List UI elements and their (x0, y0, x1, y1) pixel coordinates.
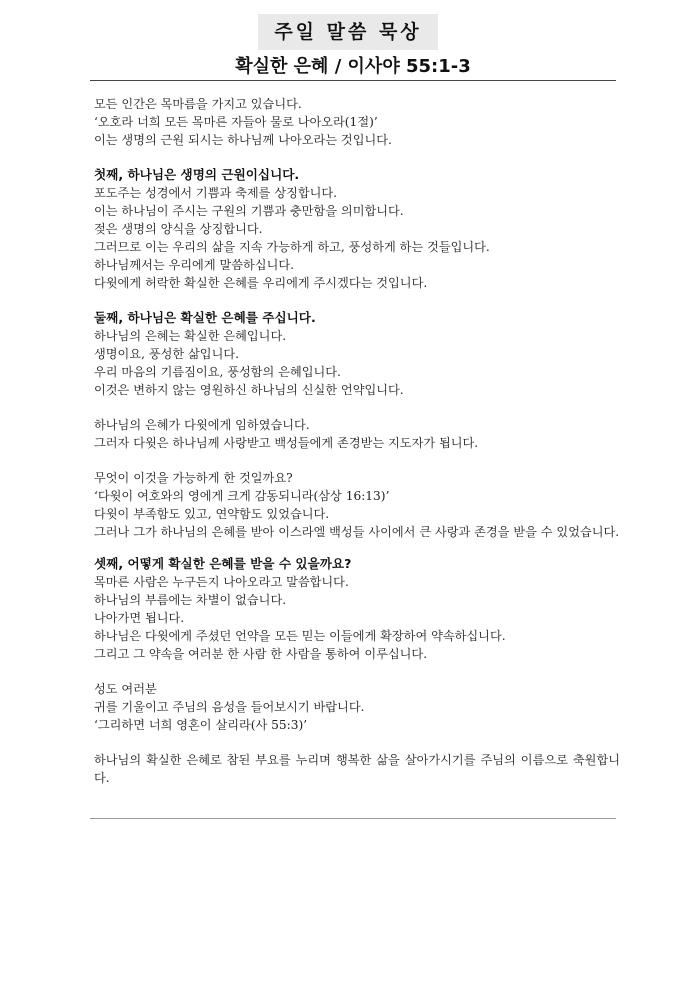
section-heading: 셋째, 어떻게 확실한 은혜를 받을 수 있을까요? (94, 556, 352, 571)
body-line: 젖은 생명의 양식을 상징합니다. (94, 222, 263, 236)
body-line: 그러나 그가 하나님의 은혜를 받아 이스라엘 백성들 사이에서 큰 사랑과 존경을 받을 수 있었습니다. (94, 525, 620, 539)
body-line: 무엇이 이것을 가능하게 한 것일까요? (94, 471, 293, 485)
body-line: 나아가면 됩니다. (94, 611, 185, 625)
body-line: 다윗에게 허락한 확실한 은혜를 우리에게 주시겠다는 것입니다. (94, 276, 428, 290)
body-line: 이는 하나님이 주시는 구원의 기쁨과 충만함을 의미합니다. (94, 204, 404, 218)
body-line: 성도 여러분 (94, 682, 157, 696)
page-title: 주일 말씀 묵상 (258, 14, 438, 50)
body-line: 하나님은 다윗에게 주셨던 언약을 모든 믿는 이들에게 확장하여 약속하십니다. (94, 629, 506, 643)
intro-line: ‘오호라 너희 모든 목마른 자들아 물로 나아오라(1절)’ (94, 115, 378, 129)
body-line: 그리고 그 약속을 여러분 한 사람 한 사람을 통하여 이루십니다. (94, 647, 428, 661)
body-line: 하나님께서는 우리에게 말씀하십니다. (94, 258, 294, 272)
top-divider (90, 80, 616, 81)
body-line: 하나님의 부름에는 차별이 없습니다. (94, 593, 287, 607)
body-line: 포도주는 성경에서 기쁨과 축제를 상징합니다. (94, 186, 338, 200)
body-line: 귀를 기울이고 주님의 음성을 들어보시기 바랍니다. (94, 700, 365, 714)
bottom-divider (90, 818, 616, 819)
section-heading: 둘째, 하나님은 확실한 은혜를 주십니다. (94, 310, 316, 325)
body-line: 그러므로 이는 우리의 삶을 지속 가능하게 하고, 풍성하게 하는 것들입니다. (94, 240, 490, 254)
body-line: 하나님의 은혜가 다윗에게 임하였습니다. (94, 418, 310, 432)
body-line: 목마른 사람은 누구든지 나아오라고 말씀합니다. (94, 575, 349, 589)
body-line: 그러자 다윗은 하나님께 사랑받고 백성들에게 존경받는 지도자가 됩니다. (94, 436, 479, 450)
section-heading: 첫째, 하나님은 생명의 근원이십니다. (94, 167, 300, 182)
closing-blessing: 하나님의 확실한 은혜로 참된 부요를 누리며 행복한 삶을 살아가시기를 주님의 이름으로 축원합니다. (94, 753, 620, 785)
body-line: 생명이요, 풍성한 삶입니다. (94, 347, 240, 361)
intro-line: 모든 인간은 목마름을 가지고 있습니다. (94, 97, 302, 111)
body-line: 이것은 변하지 않는 영원하신 하나님의 신실한 언약입니다. (94, 383, 404, 397)
sermon-body (94, 95, 620, 787)
body-line: ‘다윗이 여호와의 영에게 크게 감동되니라(삼상 16:13)’ (94, 489, 390, 503)
body-line: ‘그리하면 너희 영혼이 살리라(사 55:3)’ (94, 718, 308, 732)
intro-line: 이는 생명의 근원 되시는 하나님께 나아오라는 것입니다. (94, 133, 392, 147)
sermon-subtitle: 확실한 은혜 / 이사야 55:1-3 (235, 56, 471, 77)
body-line: 우리 마음의 기름짐이요, 풍성함의 은혜입니다. (94, 365, 341, 379)
body-line: 하나님의 은혜는 확실한 은혜입니다. (94, 329, 287, 343)
body-line: 다윗이 부족함도 있고, 연약함도 있었습니다. (94, 507, 330, 521)
